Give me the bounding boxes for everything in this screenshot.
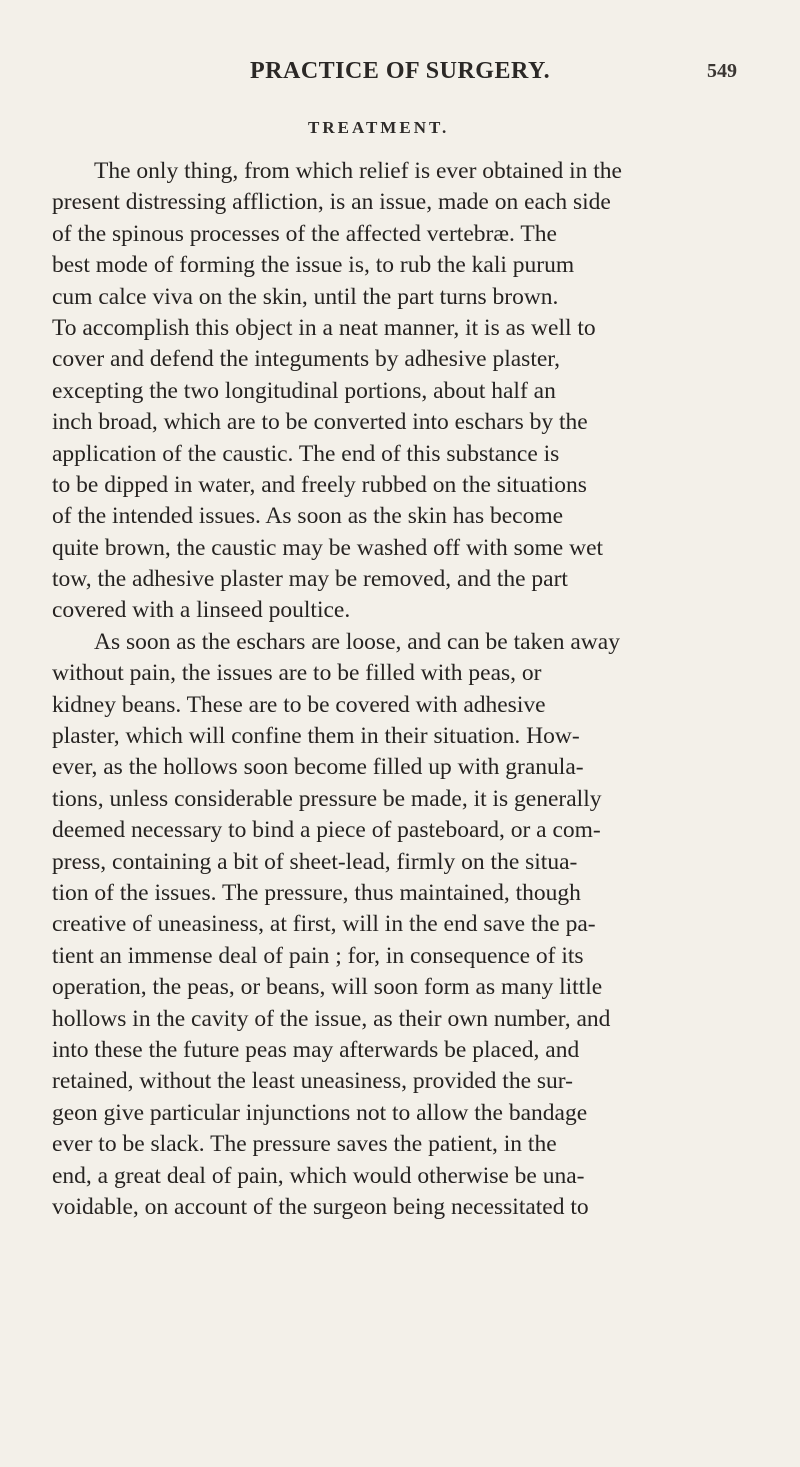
text-line: voidable, on account of the surgeon being necessitated to [52,1193,589,1220]
text-line: tient an immense deal of pain ; for, in consequence of its [52,942,584,969]
text-line: cover and defend the integuments by adhesive plaster, [52,346,561,373]
body-text [52,156,764,1223]
text-line: operation, the peas, or beans, will soon form as many little [52,974,603,1001]
page-number: 549 [707,60,737,82]
text-line: of the intended issues. As soon as the skin has become [52,503,564,530]
section-heading: TREATMENT. [308,118,450,137]
text-line: tions, unless considerable pressure be made, it is generally [52,785,602,812]
text-line: cum calce viva on the skin, until the part turns brown. [52,283,559,310]
text-line: plaster, which will confine them in their situation. How- [52,723,580,750]
text-line: inch broad, which are to be converted into eschars by the [52,409,588,436]
text-line: into these the future peas may afterwards be placed, and [52,1036,580,1063]
text-line: hollows in the cavity of the issue, as their own number, and [52,1005,611,1032]
text-line: kidney beans. These are to be covered with adhesive [52,691,546,718]
text-line: best mode of forming the issue is, to rub the kali purum [52,252,575,279]
paragraph [52,156,764,627]
text-line: press, containing a bit of sheet-lead, firmly on the situa- [52,848,578,875]
text-line: application of the caustic. The end of this substance is [52,440,560,467]
text-line: ever to be slack. The pressure saves the patient, in the [52,1131,557,1158]
text-line: covered with a linseed poultice. [52,597,351,624]
text-line: To accomplish this object in a neat manner, it is as well to [52,314,596,341]
text-line: tow, the adhesive plaster may be removed, and the part [52,566,568,593]
text-line: The only thing, from which relief is ever obtained in the [94,158,622,184]
text-line: to be dipped in water, and freely rubbed on the situations [52,471,587,498]
text-line: geon give particular injunctions not to allow the bandage [52,1099,588,1126]
text-line: quite brown, the caustic may be washed off with some wet [52,534,604,561]
text-line: ever, as the hollows soon become filled up with granula- [52,754,584,781]
text-line: of the spinous processes of the affected vertebræ. The [52,220,557,247]
text-line: tion of the issues. The pressure, thus maintained, though [52,879,581,906]
text-line: present distressing affliction, is an issue, made on each side [52,189,611,216]
running-title: PRACTICE OF SURGERY. [250,58,551,84]
text-line: end, a great deal of pain, which would otherwise be una- [52,1162,585,1189]
text-line: As soon as the eschars are loose, and can be taken away [94,628,620,655]
text-line: creative of uneasiness, at first, will in the end save the pa- [52,911,596,938]
text-line: without pain, the issues are to be filled with peas, or [52,660,542,687]
text-line: deemed necessary to bind a piece of pasteboard, or a com- [52,817,601,844]
text-line: retained, without the least uneasiness, provided the sur- [52,1068,573,1095]
paragraph [52,627,764,1223]
text-line: excepting the two longitudinal portions, about half an [52,377,556,404]
